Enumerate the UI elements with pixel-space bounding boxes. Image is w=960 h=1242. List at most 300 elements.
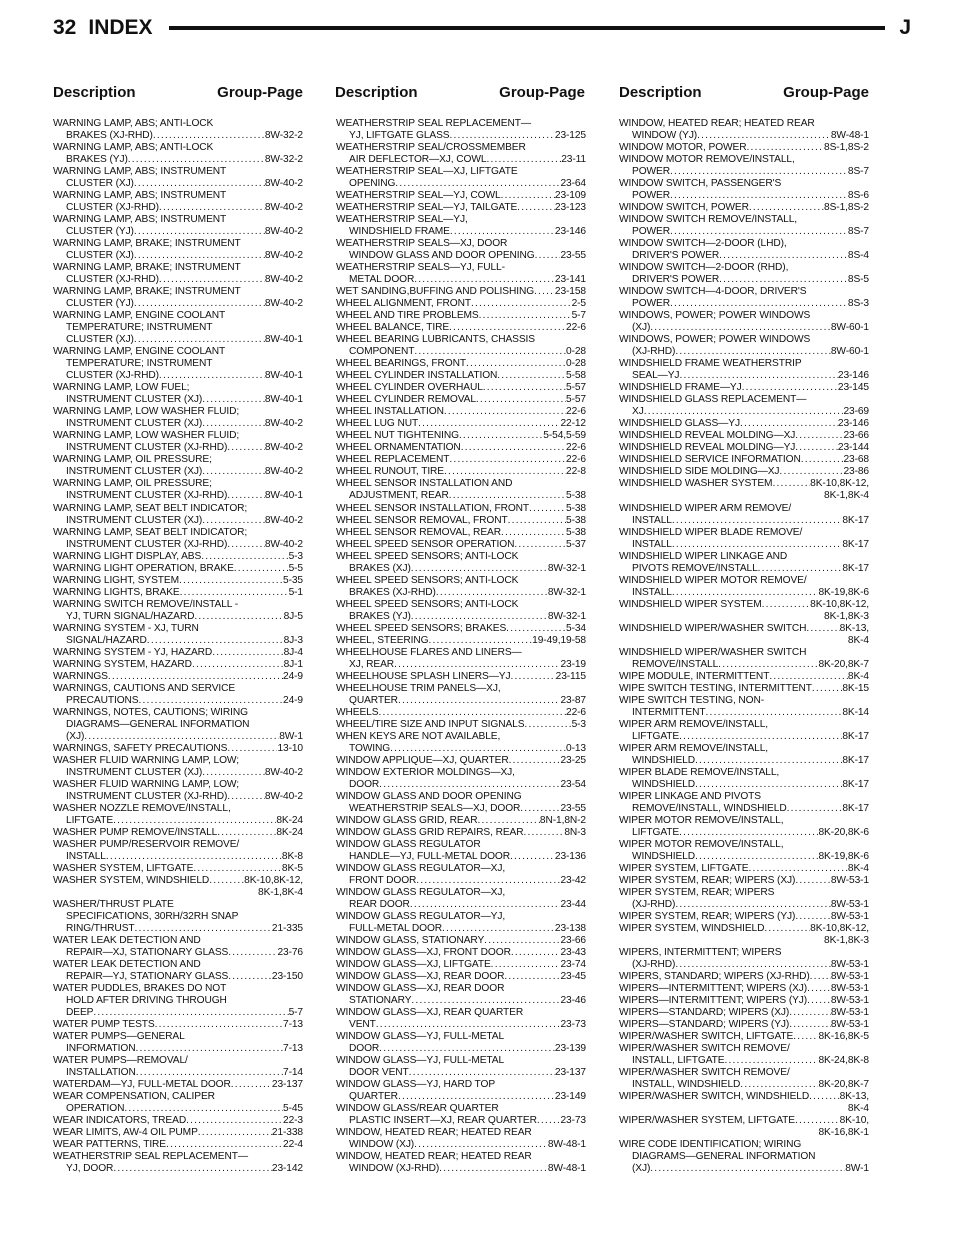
leader-dots xyxy=(231,1079,272,1091)
entry-continuation-line xyxy=(53,178,303,190)
entry-text: XJ, REAR xyxy=(349,658,395,670)
header-rule xyxy=(169,26,886,30)
group-page-ref: 23-64 xyxy=(560,178,586,190)
leader-dots xyxy=(807,983,831,995)
leader-dots xyxy=(449,490,566,502)
index-entry xyxy=(619,238,869,262)
leader-dots xyxy=(227,490,265,502)
entry-text: WINDSHIELD SIDE MOLDING—XJ xyxy=(619,466,780,478)
entry-line xyxy=(619,683,869,695)
group-page-ref: 8K-24,8K-8 xyxy=(818,1055,869,1067)
entry-text: YJ, LIFTGATE GLASS xyxy=(349,130,450,142)
index-entry xyxy=(619,599,869,623)
index-entry xyxy=(619,995,869,1007)
group-page-ref: 8W-40-2 xyxy=(264,178,303,190)
leader-dots xyxy=(724,1055,818,1067)
entry-text: (XJ) xyxy=(632,322,651,334)
entry-line xyxy=(53,503,303,515)
entry-text: REPAIR—YJ, STATIONARY GLASS xyxy=(66,971,229,983)
entry-text: WARNINGS xyxy=(53,670,108,682)
entry-text: WARNING LAMP, BRAKE; INSTRUMENT xyxy=(53,286,241,298)
entry-text: WEATHERSTRIP SEAL REPLACEMENT— xyxy=(53,1151,248,1163)
leader-dots xyxy=(228,947,277,959)
group-page-ref: 23-73 xyxy=(560,1019,586,1031)
leader-dots xyxy=(180,587,289,599)
index-entry xyxy=(336,527,586,539)
group-page-ref: 8K-19,8K-6 xyxy=(818,850,869,862)
entry-text: WARNING LAMP, BRAKE; INSTRUMENT xyxy=(53,262,241,274)
leader-dots xyxy=(439,1163,548,1175)
group-page-ref: 23-136 xyxy=(554,850,586,862)
group-page-ref: 8N-3 xyxy=(564,826,586,838)
entry-continuation-line xyxy=(619,587,869,599)
entry-text: WARNING LAMP, ABS; ANTI-LOCK xyxy=(53,118,214,129)
leader-dots xyxy=(449,454,566,466)
leader-dots xyxy=(134,298,265,310)
group-page-ref: 8K-19,8K-6 xyxy=(818,586,869,598)
entry-continuation-line xyxy=(53,815,303,827)
entry-line xyxy=(53,743,303,755)
entry-text: INSTALL, LIFTGATE xyxy=(632,1055,725,1067)
entry-continuation-line xyxy=(336,1019,586,1031)
leader-dots xyxy=(795,442,838,454)
leader-dots xyxy=(436,587,548,599)
index-column-3 xyxy=(619,118,869,1175)
entry-text: WINDOW GLASS—XJ, FRONT DOOR xyxy=(336,947,511,959)
leader-dots xyxy=(523,827,564,839)
entry-text: LIFTGATE xyxy=(66,814,114,826)
index-entry xyxy=(619,1115,869,1139)
entry-line xyxy=(336,887,586,899)
entry-text: WINDSHIELD SERVICE INFORMATION xyxy=(619,454,801,466)
index-entry xyxy=(619,178,869,202)
entry-text: DOOR xyxy=(349,1043,380,1055)
group-page-ref: 23-144 xyxy=(837,442,869,454)
entry-text: WINDSHIELD FRAME xyxy=(349,226,450,238)
entry-line xyxy=(619,118,869,130)
entry-continuation-line xyxy=(53,298,303,310)
entry-continuation-line xyxy=(619,515,869,527)
entry-text: DIAGRAMS—GENERAL INFORMATION xyxy=(632,1151,816,1163)
leader-dots xyxy=(670,298,848,310)
entry-line xyxy=(336,839,586,851)
entry-text: WARNING LAMP, OIL PRESSURE; xyxy=(53,454,212,466)
entry-text: BRAKES (XJ) xyxy=(349,562,411,574)
index-entry xyxy=(336,575,586,599)
leader-dots xyxy=(504,971,560,983)
entry-text: WINDOW GLASS/REAR QUARTER xyxy=(336,1103,499,1115)
entry-text: WINDOW EXTERIOR MOLDINGS—XJ, xyxy=(336,766,515,778)
index-entry xyxy=(336,503,586,515)
leader-dots xyxy=(534,286,555,298)
index-entry xyxy=(619,839,869,863)
index-entry xyxy=(619,551,869,575)
entry-text: OPENING xyxy=(349,178,396,190)
entry-continuation-line xyxy=(53,226,303,238)
entry-line xyxy=(53,454,303,466)
index-entry xyxy=(336,142,586,166)
index-entry xyxy=(53,478,303,502)
group-page-ref: 8W-32-1 xyxy=(547,586,586,598)
index-entry xyxy=(336,983,586,1007)
entry-line xyxy=(619,875,869,887)
group-page-ref: 8W-40-2 xyxy=(264,466,303,478)
leader-dots xyxy=(529,503,566,515)
entry-text: WINDOWS, POWER; POWER WINDOWS xyxy=(619,310,811,322)
entry-text: PLASTIC INSERT—XJ, REAR QUARTER xyxy=(349,1115,537,1127)
entry-text: (XJ-RHD) xyxy=(632,959,676,971)
entry-line xyxy=(53,575,303,587)
entry-text: WHEEL SENSOR REMOVAL, REAR xyxy=(336,526,501,538)
entry-continuation-line xyxy=(53,611,303,623)
entry-text: WEATHERSTRIP SEALS—XJ, DOOR xyxy=(349,802,521,814)
index-entry xyxy=(336,887,586,911)
group-page-ref: 8S-3 xyxy=(847,298,869,310)
entry-text: WINDOWS, POWER; POWER WINDOWS xyxy=(619,334,811,346)
index-entry xyxy=(53,214,303,238)
index-entry xyxy=(53,190,303,214)
entry-continuation-line xyxy=(619,827,869,839)
leader-dots xyxy=(672,515,842,527)
entry-text: WINDOW SWITCH—4-DOOR, DRIVER'S xyxy=(619,286,807,298)
index-entry xyxy=(53,839,303,863)
index-entry xyxy=(336,1127,586,1151)
group-page-ref: 23-123 xyxy=(554,202,586,214)
group-page-ref: 8W-40-2 xyxy=(264,514,303,526)
entry-text: CLUSTER (XJ) xyxy=(66,250,134,262)
index-entry xyxy=(619,442,869,454)
index-entry xyxy=(53,671,303,683)
group-page-ref: 8W-48-1 xyxy=(830,130,869,142)
entry-text: HANDLE—YJ, FULL-METAL DOOR xyxy=(349,850,510,862)
entry-line xyxy=(619,202,869,214)
leader-dots xyxy=(159,202,265,214)
leader-dots xyxy=(508,515,566,527)
group-page-ref: 8W-53-1 xyxy=(830,971,869,983)
entry-text: WARNING LAMP, ENGINE COOLANT xyxy=(53,346,226,358)
entry-continuation-line xyxy=(53,250,303,262)
group-page-ref: 8W-40-2 xyxy=(264,202,303,214)
entry-line xyxy=(53,142,303,154)
index-entry xyxy=(619,1067,869,1091)
entry-text: WEATHERSTRIP SEALS—YJ, FULL- xyxy=(336,262,505,274)
index-entry xyxy=(53,527,303,551)
entry-continuation-line xyxy=(53,731,303,743)
entry-text: TEMPERATURE; INSTRUMENT xyxy=(66,322,213,334)
group-page-ref: 8S-7 xyxy=(847,166,869,178)
group-page-ref: 8W-40-1 xyxy=(264,370,303,382)
entry-continuation-line xyxy=(619,539,869,551)
index-entry xyxy=(336,683,586,707)
index-entry xyxy=(53,575,303,587)
leader-dots xyxy=(398,695,561,707)
group-page-ref: 22-12 xyxy=(560,418,586,430)
leader-dots xyxy=(93,1007,288,1019)
entry-line xyxy=(336,190,586,202)
group-page-ref: 8W-40-2 xyxy=(264,250,303,262)
leader-dots xyxy=(394,659,560,671)
entry-line xyxy=(336,370,586,382)
index-entry xyxy=(336,190,586,202)
leader-dots xyxy=(409,1067,555,1079)
entry-line xyxy=(619,1019,869,1031)
entry-continuation-line xyxy=(336,130,586,142)
leader-dots xyxy=(497,370,566,382)
entry-text: WINDOW SWITCH—2-DOOR (LHD), xyxy=(619,238,787,250)
group-page-ref-continued: 8K-1,8K-3 xyxy=(824,610,869,622)
leader-dots xyxy=(769,671,848,683)
index-entry xyxy=(619,575,869,599)
group-page-ref: 7-13 xyxy=(283,1043,303,1055)
entry-text: INSTRUMENT CLUSTER (XJ) xyxy=(66,466,203,478)
entry-line xyxy=(336,286,586,298)
index-column-1 xyxy=(53,118,303,1175)
group-page-ref-continued: 8K-1,8K-3 xyxy=(824,935,869,947)
entry-text: CLUSTER (YJ) xyxy=(66,298,134,310)
entry-text: WINDOW GLASS REGULATOR—YJ, xyxy=(336,911,506,923)
leader-dots xyxy=(201,551,288,563)
entry-line xyxy=(336,418,586,430)
group-page-ref: 23-45 xyxy=(560,971,586,983)
leader-dots xyxy=(106,851,282,863)
group-page-ref: 5-1 xyxy=(288,586,303,598)
group-page-ref: 8W-1 xyxy=(845,1163,869,1175)
entry-line xyxy=(53,563,303,575)
entry-text: WHEEL SPEED SENSORS; ANTI-LOCK xyxy=(336,574,519,586)
entry-line xyxy=(336,1079,586,1091)
entry-line xyxy=(53,899,303,911)
entry-line xyxy=(619,995,869,1007)
group-page-ref: 5-54,5-59 xyxy=(543,430,586,442)
entry-text: WARNING LAMP, ENGINE COOLANT xyxy=(53,310,226,322)
leader-dots xyxy=(706,707,843,719)
entry-text: WINDSHIELD WIPER/WASHER SWITCH xyxy=(619,622,807,634)
entry-text: WEAR INDICATORS, TREAD xyxy=(53,1115,187,1127)
group-page-ref: 8K-16,8K-5 xyxy=(818,1031,869,1043)
entry-text: WIPER ARM REMOVE/INSTALL, xyxy=(619,718,769,730)
entry-text: CLUSTER (XJ) xyxy=(66,334,134,346)
group-page-ref: 5-38 xyxy=(566,490,586,502)
entry-text: WIPER/WASHER SWITCH, LIFTGATE xyxy=(619,1031,794,1043)
entry-line xyxy=(619,418,869,430)
column-header xyxy=(335,84,585,101)
index-entry xyxy=(336,322,586,334)
group-page-ref: 5-3 xyxy=(288,550,303,562)
leader-dots xyxy=(228,971,272,983)
entry-text: YJ, TURN SIGNAL/HAZARD xyxy=(66,610,195,622)
entry-text: WATER PUMPS—REMOVAL/ xyxy=(53,1055,188,1067)
entry-text: WEATHERSTRIP SEALS—XJ, DOOR xyxy=(336,238,508,250)
group-page-ref: 8W-53-1 xyxy=(830,995,869,1007)
entry-text: STATIONARY xyxy=(349,995,412,1007)
index-entry xyxy=(53,587,303,599)
entry-text: WINDOW MOTOR, POWER xyxy=(619,142,747,154)
entry-text: POWER xyxy=(632,298,670,310)
leader-dots xyxy=(795,430,843,442)
entry-continuation-line xyxy=(53,202,303,214)
leader-dots xyxy=(762,599,811,611)
entry-text: WHEEL BEARINGS, FRONT xyxy=(336,358,466,370)
index-entry xyxy=(53,983,303,1019)
entry-text: WASHER NOZZLE REMOVE/INSTALL, xyxy=(53,802,231,814)
entry-continuation-line xyxy=(336,226,586,238)
entry-line xyxy=(619,671,869,683)
group-page-ref: 22-6 xyxy=(566,322,586,334)
entry-line xyxy=(53,863,303,875)
entry-line xyxy=(53,406,303,418)
entry-continuation-line xyxy=(619,130,869,142)
index-entry xyxy=(336,406,586,418)
leader-dots xyxy=(479,310,572,322)
entry-line xyxy=(53,683,303,695)
index-entry xyxy=(336,755,586,767)
entry-text: INSTRUMENT CLUSTER (XJ) xyxy=(66,394,203,406)
leader-dots xyxy=(416,875,560,887)
description-header: Description xyxy=(335,84,418,101)
entry-continuation-line xyxy=(53,466,303,478)
leader-dots xyxy=(108,671,283,683)
group-page-ref: 8K-15 xyxy=(842,682,869,694)
leader-dots xyxy=(486,154,561,166)
entry-continuation-line xyxy=(619,755,869,767)
index-entry xyxy=(619,743,869,767)
entry-line xyxy=(336,755,586,767)
group-page-ref: 8K-4 xyxy=(847,670,869,682)
entry-line xyxy=(619,1043,869,1055)
index-entry xyxy=(53,1079,303,1091)
leader-dots xyxy=(749,202,824,214)
index-entry xyxy=(336,262,586,286)
leader-dots xyxy=(509,755,561,767)
group-page-ref: 23-19 xyxy=(560,658,586,670)
entry-text: WHEELHOUSE TRIM PANELS—XJ, xyxy=(336,682,501,694)
entry-text: PRECAUTIONS xyxy=(66,694,139,706)
index-entry xyxy=(53,1115,303,1127)
entry-line xyxy=(336,935,586,947)
group-page-ref: 23-109 xyxy=(554,190,586,202)
entry-text: WARNING LIGHT DISPLAY, ABS xyxy=(53,550,202,562)
group-page-ref-continued: 8K-4 xyxy=(847,1103,869,1115)
entry-continuation-line xyxy=(53,947,303,959)
description-header: Description xyxy=(619,84,702,101)
entry-text: WARNING SYSTEM - XJ, TURN xyxy=(53,622,199,634)
group-page-ref: 8W-40-2 xyxy=(264,538,303,550)
index-entry xyxy=(53,743,303,755)
entry-continuation-line xyxy=(336,779,586,791)
leader-dots xyxy=(186,1115,283,1127)
group-page-ref: 23-42 xyxy=(560,874,586,886)
group-page-ref: 8W-32-1 xyxy=(547,610,586,622)
index-entry xyxy=(53,406,303,430)
group-page-ref: 23-54 xyxy=(560,778,586,790)
section-letter: J xyxy=(899,16,911,39)
group-page-ref: 5-38 xyxy=(566,514,586,526)
entry-continuation-line xyxy=(619,1055,869,1067)
entry-line xyxy=(336,731,586,743)
index-entry xyxy=(336,1151,586,1175)
index-entry xyxy=(336,635,586,647)
index-entry xyxy=(336,515,586,527)
entry-text: WHEEL SENSOR REMOVAL, FRONT xyxy=(336,514,508,526)
entry-text: REMOVE/INSTALL, WINDSHIELD xyxy=(632,802,787,814)
index-entry xyxy=(53,310,303,346)
leader-dots xyxy=(670,190,848,202)
group-page-ref: 8K-17 xyxy=(842,730,869,742)
index-entry xyxy=(53,623,303,647)
index-entry xyxy=(53,286,303,310)
entry-text: WHEEL, STEERING xyxy=(336,634,429,646)
group-page-ref: 8J-4 xyxy=(283,646,303,658)
entry-line xyxy=(619,286,869,298)
index-entry xyxy=(336,478,586,502)
index-entry xyxy=(619,875,869,887)
entry-text: WIPER MOTOR REMOVE/INSTALL, xyxy=(619,814,784,826)
leader-dots xyxy=(449,130,554,142)
index-entry xyxy=(619,1043,869,1067)
entry-text: WHEEL SPEED SENSORS; ANTI-LOCK xyxy=(336,598,519,610)
entry-text: INSTALL xyxy=(632,538,672,550)
index-entry xyxy=(336,647,586,671)
group-page-ref: 23-43 xyxy=(560,947,586,959)
entry-text: QUARTER xyxy=(349,1091,398,1103)
group-page-ref: 2-5 xyxy=(571,298,586,310)
entry-text: COMPONENT xyxy=(349,346,415,358)
index-entry xyxy=(53,1151,303,1175)
entry-text: WINDOW SWITCH, POWER xyxy=(619,202,749,214)
entry-text: WHEEL SPEED SENSOR OPERATION xyxy=(336,538,515,550)
entry-text: WINDOW APPLIQUE—XJ, QUARTER xyxy=(336,754,509,766)
group-page-ref: 8W-40-2 xyxy=(264,442,303,454)
entry-text: WHEELHOUSE FLARES AND LINERS— xyxy=(336,646,522,658)
group-page-ref: 8W-32-2 xyxy=(264,130,303,142)
entry-text: WHEEL INSTALLATION xyxy=(336,406,444,418)
entry-text: WARNING LAMP, SEAT BELT INDICATOR; xyxy=(53,526,248,538)
index-entry xyxy=(53,262,303,286)
leader-dots xyxy=(139,695,284,707)
entry-text: WINDOW GLASS—YJ, FULL-METAL xyxy=(336,1031,505,1043)
entry-line xyxy=(619,695,869,707)
entry-text: WINDSHIELD GLASS—YJ xyxy=(619,418,740,430)
entry-continuation-line xyxy=(336,923,586,935)
group-page-ref-continued: 8K-1,8K-4 xyxy=(258,887,303,898)
index-entry xyxy=(336,791,586,815)
group-page-ref: 13-10 xyxy=(277,742,303,754)
group-page-ref: 8J-1 xyxy=(283,658,303,670)
index-entry xyxy=(619,202,869,214)
entry-continuation-line xyxy=(53,1043,303,1055)
entry-text: WIPER SYSTEM, REAR; WIPERS (YJ) xyxy=(619,911,796,923)
leader-dots xyxy=(227,791,265,803)
group-page-ref: 8K-20,8K-7 xyxy=(818,658,869,670)
leader-dots xyxy=(410,899,561,911)
leader-dots xyxy=(650,322,831,334)
entry-text: WINDSHIELD xyxy=(632,754,695,766)
group-page-ref: 8W-53-1 xyxy=(830,1019,869,1031)
leader-dots xyxy=(801,454,844,466)
group-page-ref: 8K-10,8K-12, xyxy=(244,874,303,886)
entry-text: WATERDAM—YJ, FULL-METAL DOOR xyxy=(53,1079,231,1091)
entry-line xyxy=(619,214,869,226)
group-page-ref: 21-338 xyxy=(271,1127,303,1139)
entry-line xyxy=(336,635,586,647)
entry-text: WINDOW GLASS REGULATOR xyxy=(336,838,481,850)
index-entry xyxy=(619,418,869,430)
entry-line xyxy=(53,803,303,815)
entry-continuation-line xyxy=(336,346,586,358)
entry-text: WHEEL ALIGNMENT, FRONT xyxy=(336,298,471,310)
leader-dots xyxy=(520,803,560,815)
index-entry xyxy=(619,382,869,394)
